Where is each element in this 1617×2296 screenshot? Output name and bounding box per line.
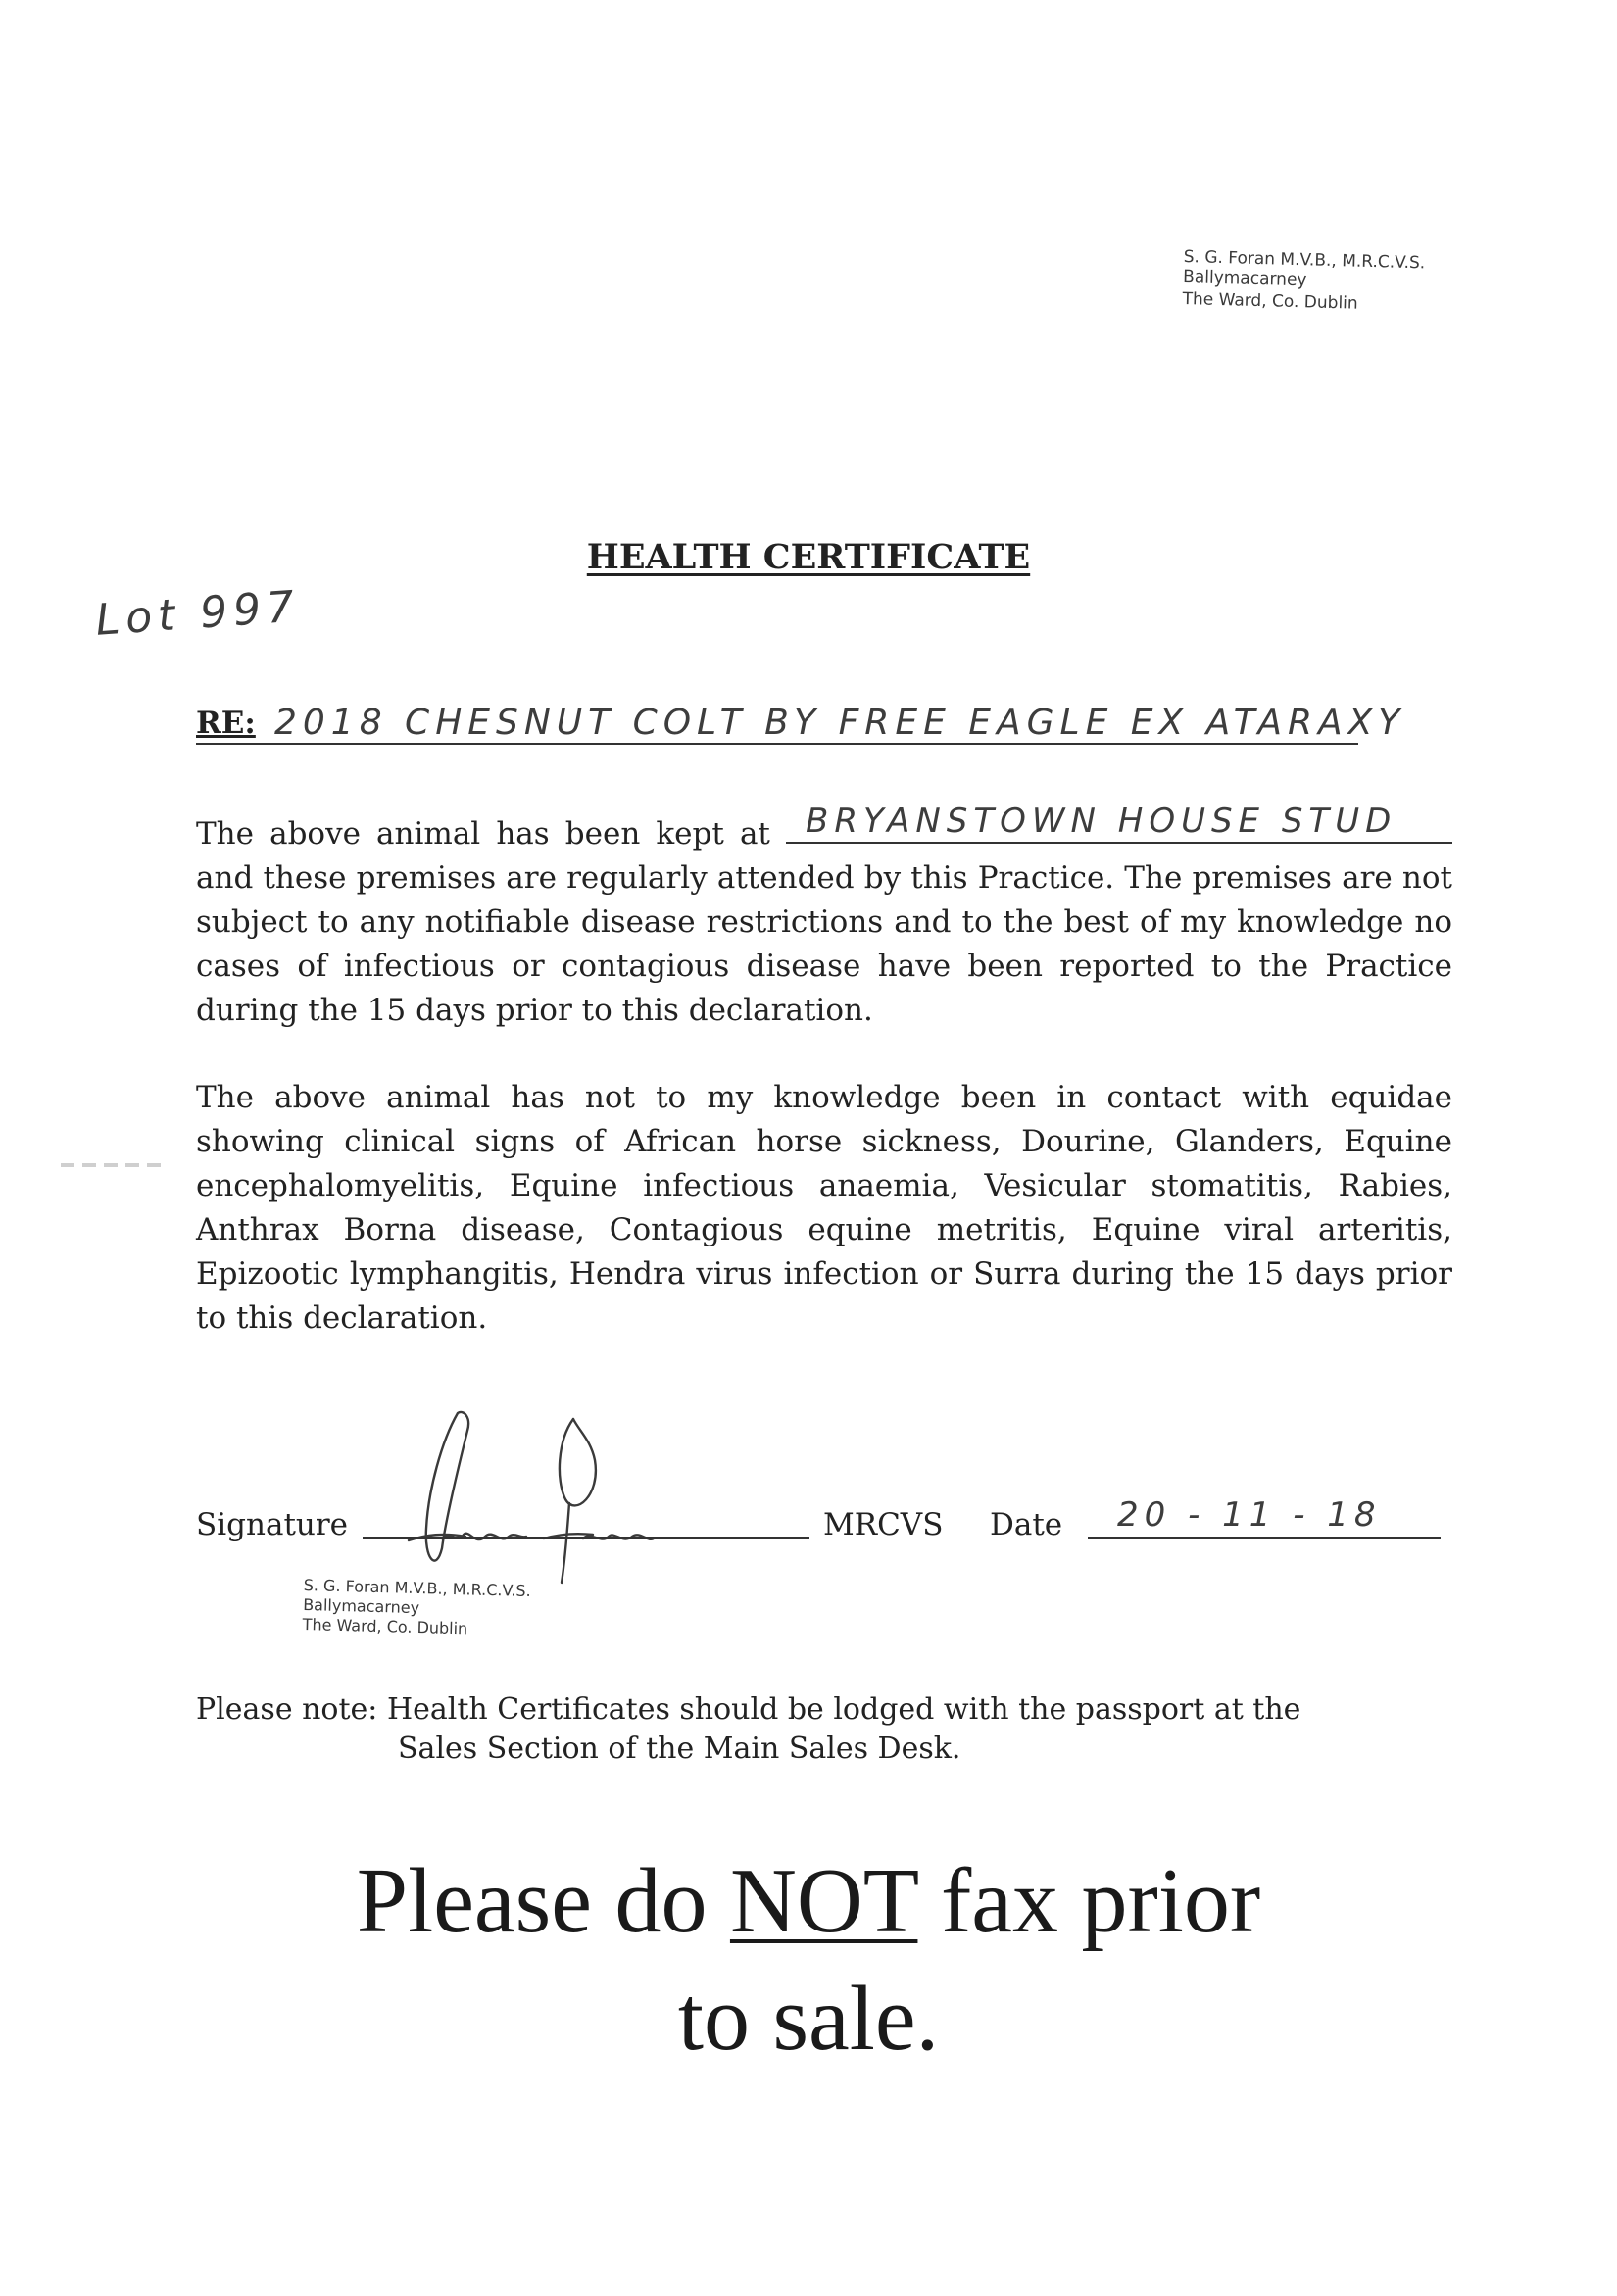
fax-warning-part-1: Please do	[356, 1850, 730, 1952]
note-line-2: Sales Section of the Main Sales Desk.	[398, 1732, 961, 1766]
fax-warning	[0, 1842, 1617, 2077]
premises-prefix: The above animal has been kept at	[196, 816, 770, 852]
contact-paragraph: The above animal has not to my knowledge been in contact with equidae showing clinical signs of African horse sickness, Dourine, Glanders, Equine encephalomyelitis, Equine infectious anaemia, Vesicular stomatitis, Rabies, Anthrax Borna disease, Contagious equine metritis, Equine viral arteritis, Epizootic lymphangitis, Hendra virus infection or Surra during the 15 days prior to this declaration.	[196, 1080, 1452, 1336]
lot-number: Lot 997	[94, 581, 302, 646]
stamp-townland: Ballymacarney	[302, 1594, 420, 1618]
date-value: 20 - 11 - 18	[1117, 1495, 1382, 1535]
note-label: Please note:	[196, 1692, 378, 1727]
signature-line	[363, 1497, 809, 1539]
re-label: RE:	[196, 706, 256, 741]
stamp-name: S. G. Foran M.V.B., M.R.C.V.S.	[1183, 247, 1426, 273]
stamp-address: The Ward, Co. Dublin	[302, 1614, 468, 1638]
re-value: 2018 CHESNUT COLT BY FREE EAGLE EX ATARAXY	[274, 703, 1406, 743]
lodging-note	[196, 1690, 1300, 1769]
premises-paragraph	[196, 802, 1452, 1033]
kept-at-field	[786, 802, 1452, 844]
practice-stamp-top	[1182, 247, 1425, 316]
fax-warning-part-2: fax prior	[917, 1850, 1261, 1952]
stamp-name: S. G. Foran M.V.B., M.R.C.V.S.	[303, 1576, 531, 1601]
practice-stamp-signature	[302, 1576, 531, 1640]
date-label: Date	[990, 1507, 1063, 1542]
scan-artifact	[61, 1163, 165, 1167]
stamp-townland: Ballymacarney	[1182, 268, 1307, 291]
fax-warning-emphasis: NOT	[729, 1850, 918, 1952]
re-line	[196, 692, 1406, 745]
date-field	[1088, 1497, 1441, 1539]
fax-warning-line-2: to sale.	[677, 1968, 940, 2070]
fax-warning-line-1	[0, 1842, 1617, 1960]
stamp-address: The Ward, Co. Dublin	[1182, 288, 1358, 314]
mrcvs-label: MRCVS	[823, 1507, 944, 1542]
kept-at-value: BRYANSTOWN HOUSE STUD	[806, 802, 1397, 841]
note-line-1: Health Certificates should be lodged with the passport at the	[386, 1692, 1301, 1727]
signature-label: Signature	[196, 1507, 349, 1542]
certificate-title: HEALTH CERTIFICATE	[586, 537, 1031, 577]
premises-text: and these premises are regularly attended by this Practice. The premises are not subject to any notifiable disease restrictions and to the best of my knowledge no cases of infectious or contagious disease have been reported to the Practice during the 15 days prior to this declaration.	[196, 860, 1452, 1028]
handwritten-signature	[348, 1401, 710, 1588]
